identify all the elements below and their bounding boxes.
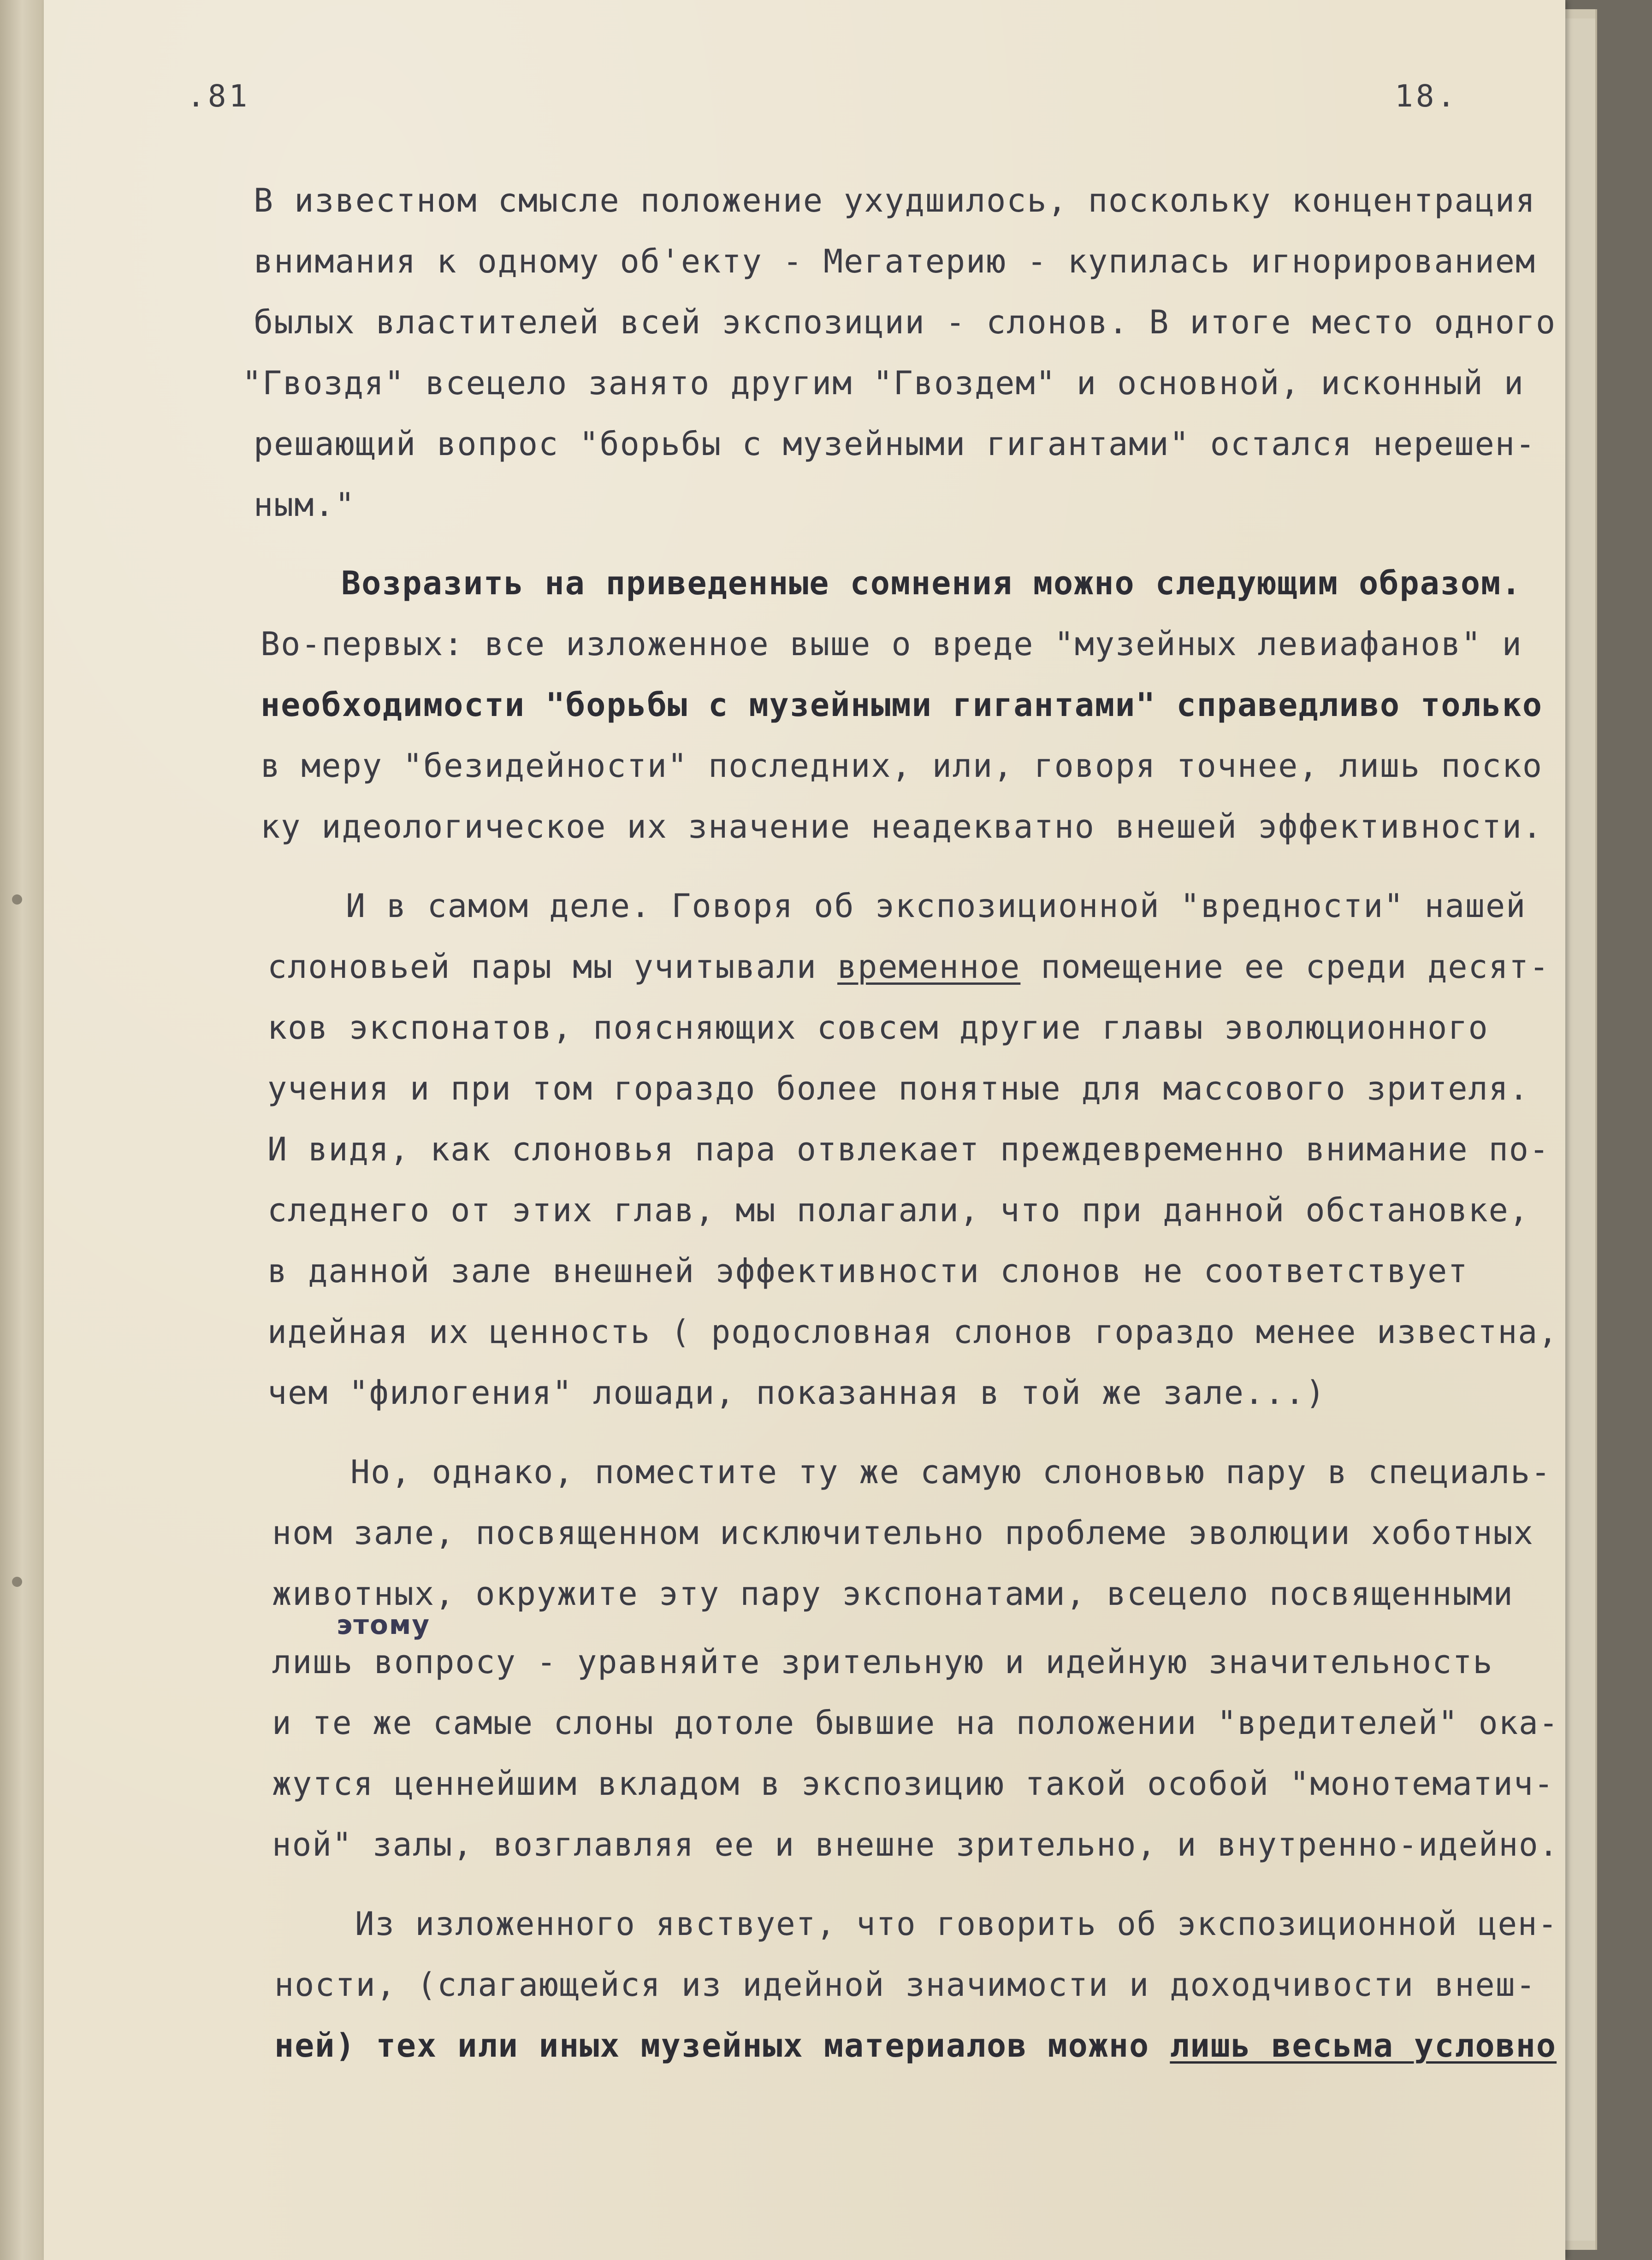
page-number-right: 18. [1395, 78, 1458, 114]
text-line: жутся ценнейшим вкладом в экспозицию такой особой "монотематич- [272, 1765, 1555, 1803]
text-line: Возразить на приведенные сомнения можно следующим образом. [341, 564, 1522, 602]
punch-hole [12, 894, 22, 905]
underlined-word: временное [837, 948, 1021, 986]
handwritten-insertion: этому [337, 1609, 431, 1640]
text-line: И видя, как слоновья пара отвлекает преждевременно внимание по- [267, 1130, 1550, 1168]
text-line: ку идеологическое их значение неадекватно внешей эффективности. [261, 808, 1543, 846]
text-line: ным." [254, 486, 355, 524]
text-line: лишь вопросу - уравняйте зрительную и идейную значительность [272, 1643, 1493, 1681]
text-line [274, 2027, 1557, 2065]
text-line: решающий вопрос "борьбы с музейными гигантами" остался нерешен- [254, 425, 1536, 463]
text-line [267, 948, 1550, 986]
text-line: ной" залы, возглавляя ее и внешне зрительно, и внутренно-идейно. [272, 1826, 1559, 1864]
text-line: ков экспонатов, поясняющих совсем другие главы эволюционного [267, 1009, 1489, 1047]
text-line: и те же самые слоны дотоле бывшие на положении "вредителей" ока- [272, 1704, 1559, 1742]
text-line: былых властителей всей экспозиции - слонов. В итоге место одного [254, 303, 1557, 341]
page-number-left: .81 [187, 78, 250, 114]
text-line: в меру "безидейности" последних, или, говоря точнее, лишь поско [261, 747, 1543, 785]
text-line: необходимости "борьбы с музейными гигантами" справедливо только [261, 686, 1543, 724]
text-line: Из изложенного явствует, что говорить об экспозиционной цен- [355, 1905, 1558, 1943]
text-line-part: ней) тех или иных музейных материалов можно [274, 2027, 1170, 2065]
text-line: идейная их ценность ( родословная слонов гораздо менее известна, [267, 1313, 1558, 1351]
text-line: "Гвоздя" всецело занято другим "Гвоздем" и основной, исконный и [242, 364, 1525, 402]
text-line: ности, (слагающейся из идейной значимости и доходчивости внеш- [274, 1966, 1536, 2004]
text-line: в данной зале внешней эффективности слонов не соответствует [267, 1252, 1468, 1290]
text-line: В известном смысле положение ухудшилось, поскольку концентрация [254, 182, 1536, 219]
underlined-phrase: лишь весьма условно [1170, 2027, 1557, 2065]
text-line: И в самом деле. Говоря об экспозиционной "вредности" нашей [346, 887, 1527, 925]
text-line: Во-первых: все изложенное выше о вреде "музейных левиафанов" и [261, 625, 1522, 663]
text-line-part: помещение ее среди десят- [1020, 948, 1550, 986]
punch-hole [12, 1577, 22, 1587]
text-line: учения и при том гораздо более понятные для массового зрителя. [267, 1070, 1529, 1107]
text-line: Но, однако, поместите ту же самую слоновью пару в специаль- [350, 1453, 1551, 1491]
text-line: животных, окружите эту пару экспонатами, всецело посвященными [272, 1575, 1514, 1613]
text-line: чем "филогения" лошади, показанная в той же зале...) [267, 1374, 1326, 1412]
text-line: ном зале, посвященном исключительно проблеме эволюции хоботных [272, 1514, 1534, 1552]
text-line: внимания к одному об'екту - Мегатерию - купилась игнорированием [254, 243, 1536, 280]
text-line: следнего от этих глав, мы полагали, что при данной обстановке, [267, 1191, 1529, 1229]
text-line-part: слоновьей пары мы учитывали [267, 948, 838, 986]
